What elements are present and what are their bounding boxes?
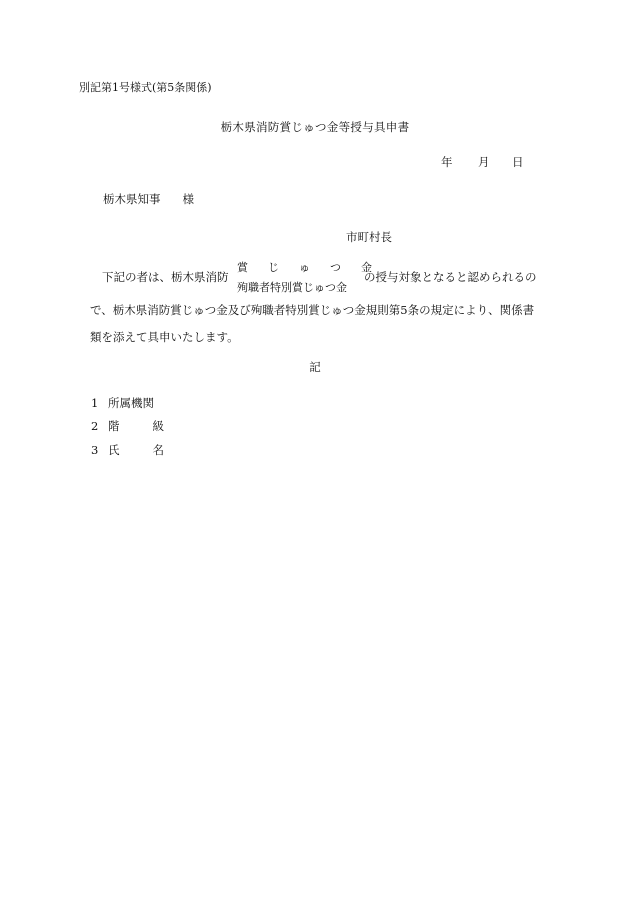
stacked-char: つ: [330, 261, 341, 274]
stacked-char: 賞: [237, 261, 248, 274]
item-label: 階級: [108, 419, 164, 433]
sender: 市町村長: [346, 230, 392, 244]
body-line3: 類を添えて具申いたします。: [90, 330, 239, 344]
stacked-char: ゅ: [299, 261, 310, 274]
date-day-label: 日: [512, 155, 524, 169]
addressee-name: 栃木県知事: [103, 192, 161, 206]
item-number: 3: [91, 443, 99, 457]
stacked-char: 金: [361, 261, 372, 274]
addressee: [103, 194, 194, 206]
item-label: 所属機関: [108, 396, 154, 410]
body-line1-prefix: 下記の者は、栃木県消防: [102, 270, 229, 284]
list-item: [91, 445, 164, 457]
stacked-text-bottom: 殉職者特別賞じゅつ金: [237, 281, 347, 294]
list-item: [91, 398, 154, 410]
record-heading: 記: [309, 360, 321, 374]
date-year-label: 年: [441, 155, 453, 169]
addressee-honorific: 様: [182, 192, 194, 206]
item-number: 1: [91, 396, 99, 410]
list-item: [91, 421, 164, 433]
stacked-text-top: [237, 262, 372, 273]
item-number: 2: [91, 419, 99, 433]
body-line2: で、栃木県消防賞じゅつ金及び殉職者特別賞じゅつ金規則第5条の規定により、関係書: [90, 303, 535, 317]
body-line1-suffix: の授与対象となると認められるの: [364, 270, 537, 284]
date-month-label: 月: [478, 155, 490, 169]
document-title: 栃木県消防賞じゅつ金等授与具申書: [220, 120, 410, 134]
item-label: 氏名: [108, 443, 164, 457]
form-label: 別記第1号様式(第5条関係): [79, 81, 212, 94]
stacked-char: じ: [268, 261, 279, 274]
